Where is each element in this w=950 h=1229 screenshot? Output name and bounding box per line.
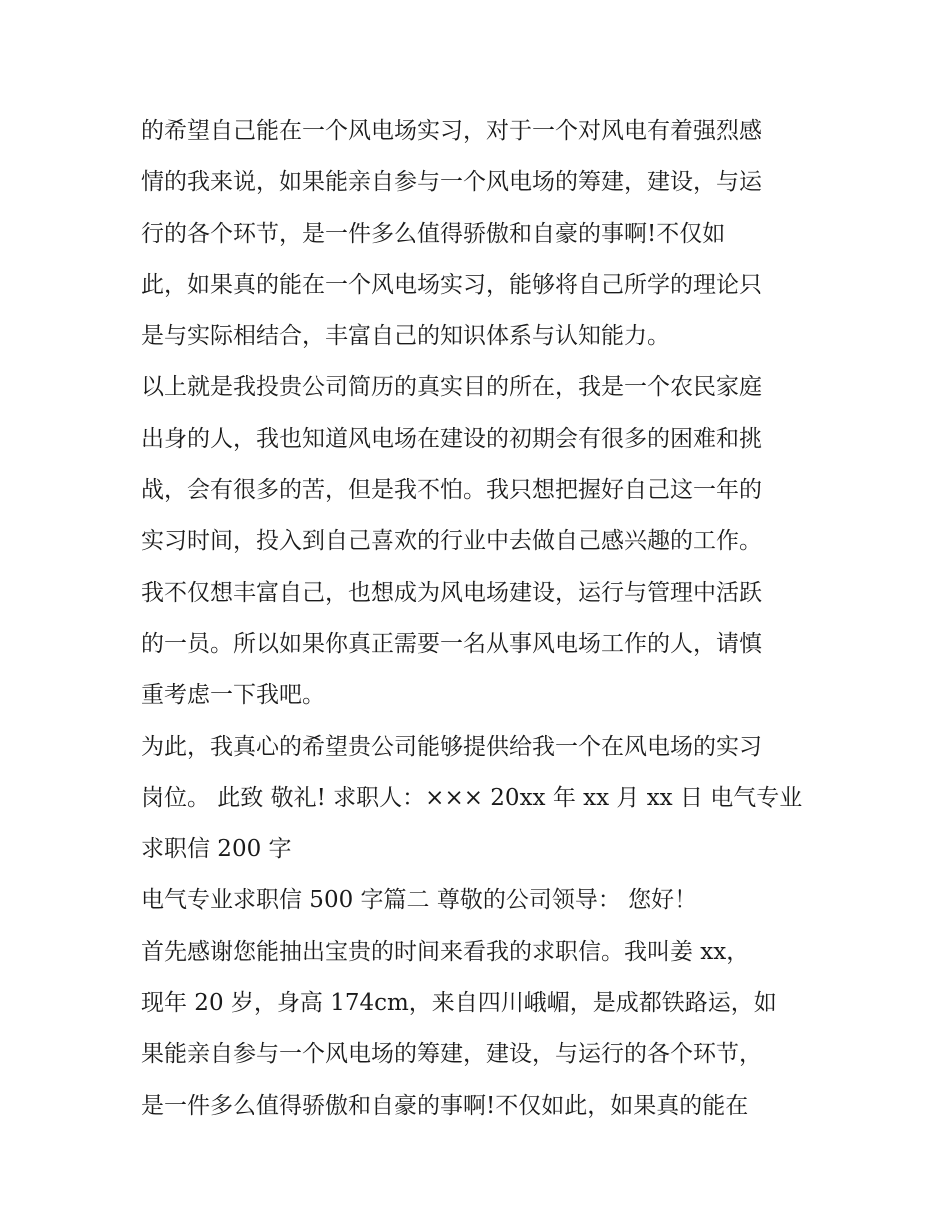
text-line: 重考虑一下我吧。 (141, 682, 325, 709)
text-line: 战，会有很多的苦，但是我不怕。我只想把握好自己这一年的 (141, 477, 762, 504)
text-line: 求职信 200 字 (141, 836, 292, 863)
section-heading-line: 电气专业求职信 500 字篇二 尊敬的公司领导： 您好！ (141, 887, 698, 914)
text-line: 果能亲自参与一个风电场的筹建，建设，与运行的各个环节， (141, 1041, 762, 1068)
text-line: 是与实际相结合，丰富自己的知识体系与认知能力。 (141, 323, 670, 350)
text-line: 现年 20 岁，身高 174cm，来自四川峨嵋，是成都铁路运，如 (141, 990, 777, 1017)
text-line: 以上就是我投贵公司简历的真实目的所在，我是一个农民家庭 (141, 374, 762, 401)
text-line: 是一件多么值得骄傲和自豪的事啊!不仅如此，如果真的能在 (141, 1092, 749, 1119)
text-line: 首先感谢您能抽出宝贵的时间来看我的求职信。我叫姜 xx， (141, 938, 750, 965)
text-line: 岗位。 此致 敬礼! 求职人：××× 20xx 年 xx 月 xx 日 电气专业 (141, 784, 803, 811)
text-line: 出身的人，我也知道风电场在建设的初期会有很多的困难和挑 (141, 425, 762, 452)
text-line: 情的我来说，如果能亲自参与一个风电场的筹建，建设，与运 (141, 169, 762, 196)
text-line: 的希望自己能在一个风电场实习，对于一个对风电有着强烈感 (141, 118, 762, 144)
text-line: 的一员。所以如果你真正需要一名从事风电场工作的人，请慎 (141, 630, 762, 657)
text-line: 为此，我真心的希望贵公司能够提供给我一个在风电场的实习 (141, 733, 762, 760)
text-line: 此，如果真的能在一个风电场实习，能够将自己所学的理论只 (141, 271, 762, 298)
text-line: 我不仅想丰富自己，也想成为风电场建设，运行与管理中活跃 (141, 579, 762, 606)
document-body-text (141, 106, 821, 1132)
text-line: 行的各个环节，是一件多么值得骄傲和自豪的事啊!不仅如 (141, 220, 726, 247)
text-line: 实习时间，投入到自己喜欢的行业中去做自己感兴趣的工作。 (141, 528, 762, 555)
